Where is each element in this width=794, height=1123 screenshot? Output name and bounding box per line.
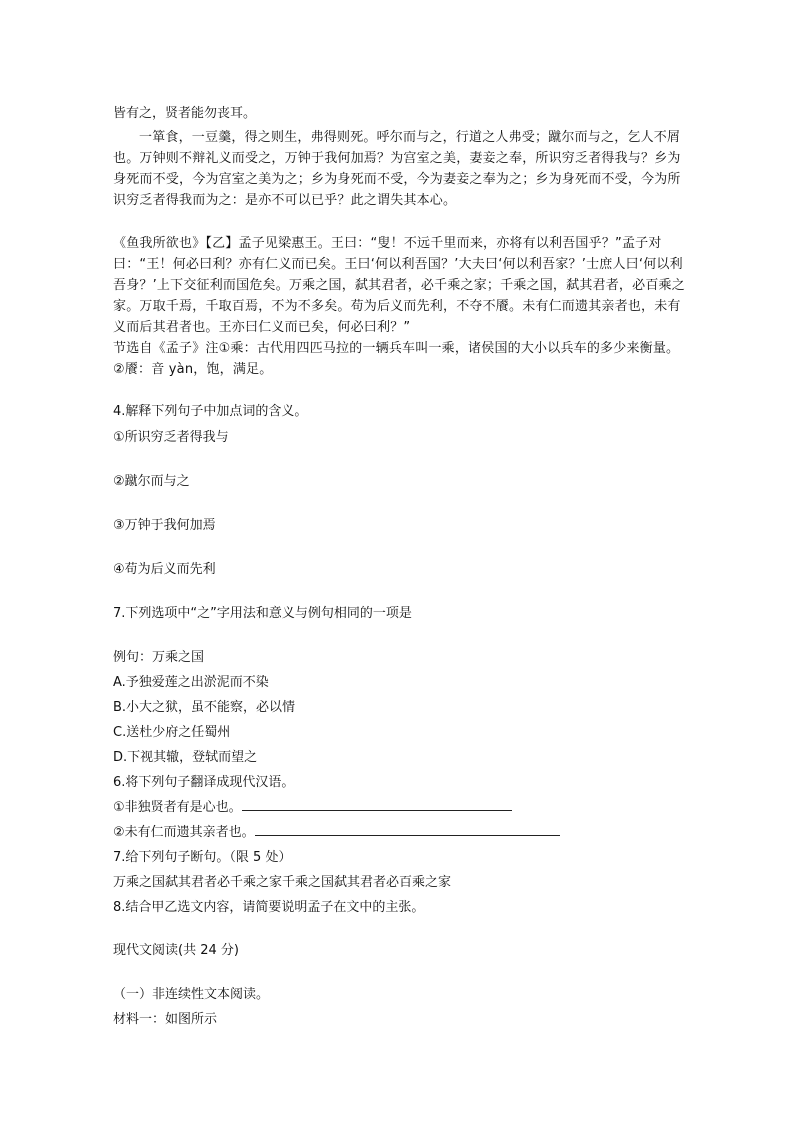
- passage-jia-paragraph: [113, 127, 688, 211]
- q7a-option-d: D.下视其辙，登轼而望之: [113, 750, 258, 765]
- q4-item-3: ③万钟于我何加焉: [113, 518, 216, 533]
- modern-material: 材料一：如图所示: [113, 1012, 218, 1027]
- answer-blank-1[interactable]: [242, 798, 512, 811]
- q7b-sentence: 万乘之国弑其君者必千乘之家千乘之国弑其君者必百乘之家: [113, 875, 452, 890]
- q6-title: 6.将下列句子翻译成现代汉语。: [113, 775, 295, 790]
- q6-item-2-text: ②未有仁而遗其亲者也。: [113, 825, 255, 840]
- modern-section: （一）非连续性文本阅读。: [113, 987, 270, 1002]
- q7a-example: 例句：万乘之国: [113, 650, 205, 665]
- q6-item-1: [113, 797, 512, 818]
- q7a-option-c: C.送杜少府之任蜀州: [113, 725, 231, 740]
- q4-title: 4.解释下列句子中加点词的含义。: [113, 404, 308, 419]
- q8-title: 8.结合甲乙选文内容，请简要说明孟子在文中的主张。: [113, 900, 425, 915]
- q7a-option-b: B.小大之狱，虽不能察，必以情: [113, 700, 296, 715]
- passage-yi-text: 《鱼我所欲也》【乙】孟子见梁惠王。王曰：“叟！不远千里而来，亦将有以利吾国乎？”孟子对曰：“王！何必曰利？亦有仁义而已矣。王曰‘何以利吾国？’大夫曰‘何以利吾家？’士庶人曰‘何以利吾身？’上下交征利而国危矣。万乘之国，弑其君者，必千乘之家；千乘之国，弑其君者，必百乘之家。万取千焉，千取百焉，不为不多矣。苟为后义而先利，不夺不餍。未有仁而遗其亲者也，未有义而后其君者也。王亦曰仁义而已矣，何必曰利？”: [113, 236, 685, 335]
- q7a-title: 7.下列选项中“之”字用法和意义与例句相同的一项是: [113, 606, 412, 621]
- modern-heading: 现代文阅读(共 24 分): [113, 943, 239, 958]
- q7b-title: 7.给下列句子断句。（限 5 处）: [113, 850, 292, 865]
- passage-jia-line1: 皆有之，贤者能勿丧耳。: [113, 106, 257, 121]
- q4-item-2: ②蹴尔而与之: [113, 474, 190, 489]
- q6-item-2: [113, 822, 560, 843]
- q7a-option-a: A.予独爱莲之出淤泥而不染: [113, 675, 269, 690]
- q4-item-4: ④苟为后义而先利: [113, 562, 216, 577]
- q4-item-1: ①所识穷乏者得我与: [113, 430, 229, 445]
- answer-blank-2[interactable]: [255, 823, 560, 836]
- passage-jia-text: 一箪食，一豆羹，得之则生，弗得则死。呼尔而与之，行道之人弗受；蹴尔而与之，乞人不屑也。万钟则不辩礼义而受之，万钟于我何加焉？为宫室之美，妻妾之奉，所识穷乏者得我与？乡为身死而不受，今为宫室之美为之；乡为身死而不受，今为妻妾之奉为之；乡为身死而不受，今为所识穷乏者得我而为之：是亦不可以已乎？此之谓失其本心。: [113, 130, 681, 208]
- q6-item-1-text: ①非独贤者有是心也。: [113, 800, 242, 815]
- passage-yi-note: 节选自《孟子》注①乘：古代用四匹马拉的一辆兵车叫一乘，诸侯国的大小以兵车的多少来衡量。②餍：音 yàn，饱，满足。: [113, 341, 680, 377]
- passage-yi: [113, 233, 688, 380]
